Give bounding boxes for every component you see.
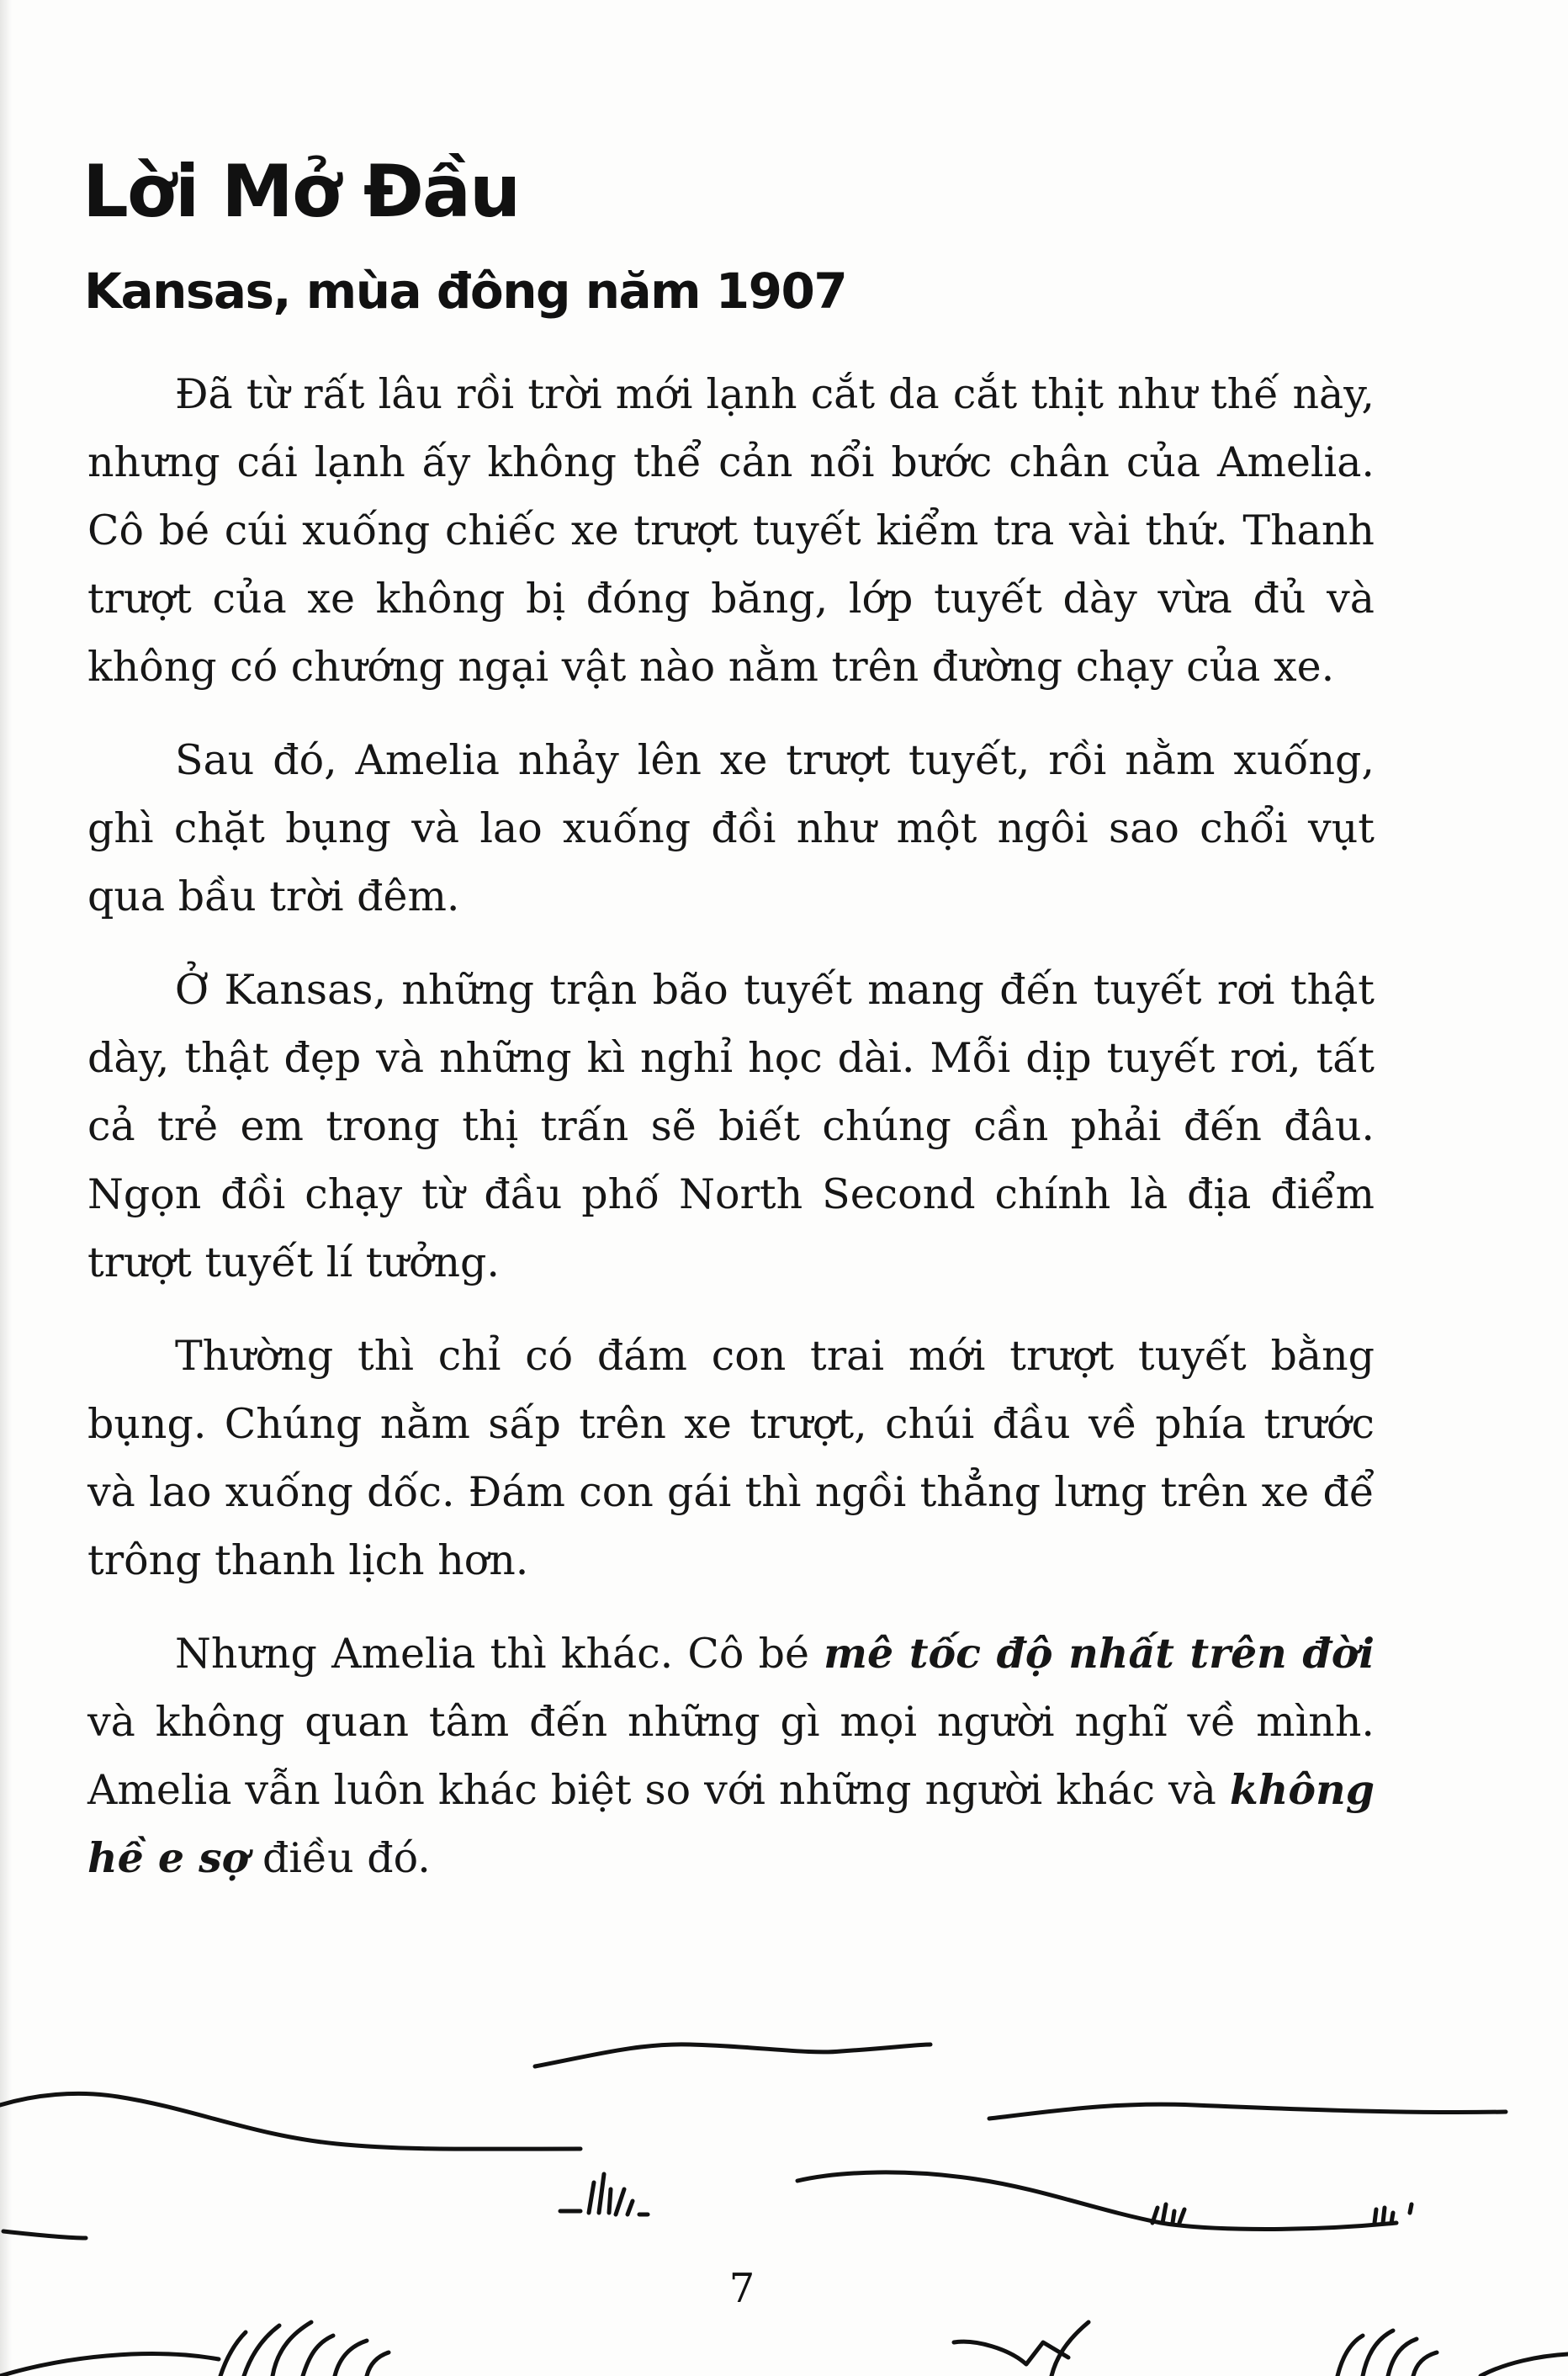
paragraph-2: Sau đó, Amelia nhảy lên xe trượt tuyết, rồi nằm xuống, ghì chặt bụng và lao xuống đồi như một ngôi sao chổi vụt qua bầu trời đêm.: [87, 736, 1375, 920]
chapter-title: Lời Mở Đầu: [82, 150, 520, 234]
snowy-hills-illustration: [0, 2002, 1568, 2376]
hill-line-low-left: [3, 2231, 86, 2238]
hill-line-top: [535, 2045, 930, 2066]
bush-bottom-right: [1338, 2331, 1568, 2376]
paragraph-4: Thường thì chỉ có đám con trai mới trượt tuyết bằng bụng. Chúng nằm sấp trên xe trượt, chúi đầu về phía trước và lao xuống dốc. Đám con gái thì ngồi thẳng lưng trên xe để trông thanh lịch hơn.: [87, 1332, 1375, 1584]
body-text: [87, 360, 1375, 1917]
chapter-subtitle: Kansas, mùa đông năm 1907: [84, 263, 847, 320]
grass-tuft-right: [1152, 2204, 1412, 2223]
paragraph-5-part-1: Nhưng Amelia thì khác. Cô bé: [175, 1630, 824, 1678]
paragraph-5-part-2: và không quan tâm đến những gì mọi người nghĩ về mình. Amelia vẫn luôn khác biệt so với những người khác và: [87, 1698, 1375, 1814]
paragraph-5-part-3: điều đó.: [249, 1834, 431, 1882]
emphasis-fearless: không hề e sợ: [87, 1765, 1375, 1882]
twig-bottom-center: [954, 2322, 1089, 2376]
paragraph-5: [87, 1620, 1375, 1892]
paragraph-3: Ở Kansas, những trận bão tuyết mang đến tuyết rơi thật dày, thật đẹp và những kì nghỉ học dài. Mỗi dịp tuyết rơi, tất cả trẻ em trong thị trấn sẽ biết chúng cần phải đến đâu. Ngọn đồi chạy từ đầu phố North Second chính là địa điểm trượt tuyết lí tưởng.: [87, 966, 1375, 1286]
emphasis-speed: mê tốc độ nhất trên đời: [824, 1629, 1375, 1678]
hill-line-middle: [797, 2172, 1396, 2230]
paragraph-1: Đã từ rất lâu rồi trời mới lạnh cắt da cắt thịt như thế này, nhưng cái lạnh ấy không thể cản nổi bước chân của Amelia. Cô bé cúi xuống chiếc xe trượt tuyết kiểm tra vài thứ. Thanh trượt của xe không bị đóng băng, lớp tuyết dày vừa đủ và không có chướng ngại vật nào nằm trên đường chạy của xe.: [87, 370, 1375, 691]
hill-line-left: [0, 2093, 580, 2149]
hill-line-right: [989, 2104, 1506, 2119]
grass-tuft-center: [560, 2174, 648, 2214]
bush-bottom-left: [0, 2322, 389, 2376]
page-number: 7: [728, 2265, 755, 2312]
